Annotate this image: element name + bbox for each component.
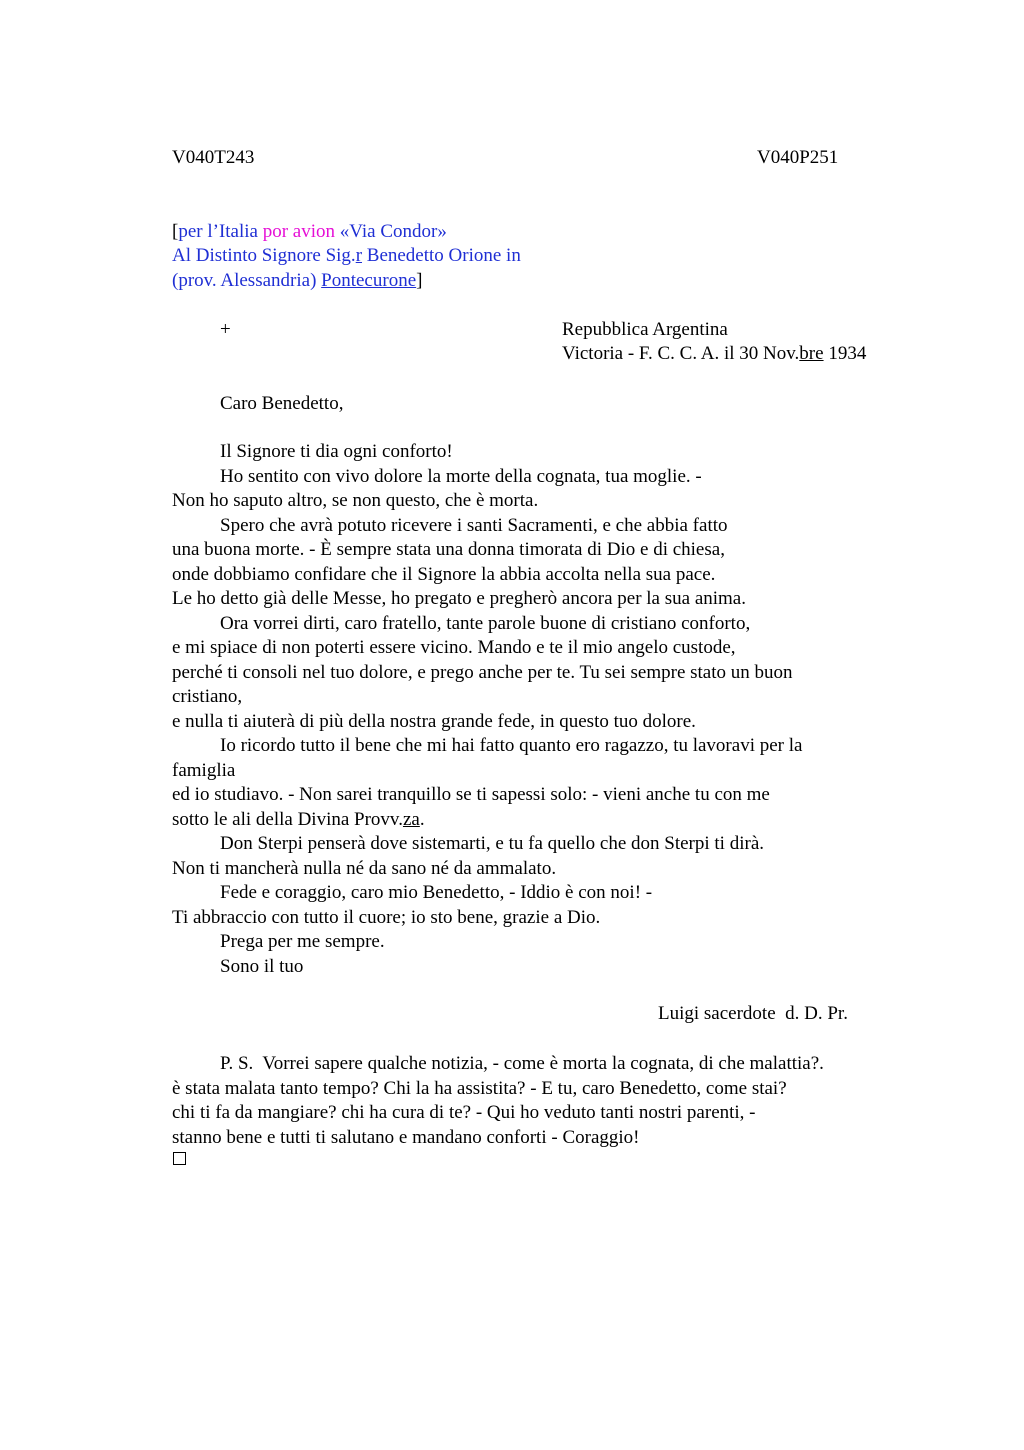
body-line: Ho sentito con vivo dolore la morte della cognata, tua moglie. - — [220, 465, 702, 487]
address-open-bracket: [ — [172, 221, 179, 242]
body-line: Non ho saputo altro, se non questo, che è morta. — [172, 490, 539, 511]
body-line: perché ti consoli nel tuo dolore, e prego anche per te. Tu sei sempre stato un buon — [172, 661, 793, 683]
dateline-place-date — [562, 342, 866, 366]
body-line — [172, 808, 872, 833]
body-line: Ti abbraccio con tutto il cuore; io sto bene, grazie a Dio. — [172, 906, 601, 928]
address-line-2 — [172, 244, 521, 268]
address-destination: per l’Italia — [178, 221, 263, 242]
empty-square-icon — [173, 1152, 186, 1165]
dateline-year: 1934 — [823, 343, 867, 364]
dateline-country: Repubblica Argentina — [562, 319, 728, 340]
address-carrier: «Via Condor» — [335, 221, 447, 242]
address-close-bracket: ] — [416, 270, 423, 291]
body-line: Don Sterpi penserà dove sistemarti, e tu fa quello che don Sterpi ti dirà. — [220, 833, 764, 854]
postscript-line: P. S. Vorrei sapere qualche notizia, - come è morta la cognata, di che malattia?. — [220, 1053, 824, 1074]
body-line: ed io studiavo. - Non sarei tranquillo se ti sapessi solo: - vieni anche tu con me — [172, 784, 770, 805]
letter-body — [172, 440, 872, 979]
body-line: onde dobbiamo confidare che il Signore la abbia accolta nella sua pace. — [172, 563, 716, 585]
salutation: Caro Benedetto, — [220, 393, 344, 414]
address-addressee-name: Benedetto Orione in — [362, 245, 521, 266]
dateline-place: Victoria - F. C. C. A. il 30 Nov. — [562, 343, 800, 364]
postscript-line: chi ti fa da mangiare? chi ha cura di te? - Qui ho veduto tanti nostri parenti, - — [172, 1102, 756, 1123]
postscript-line: stanno bene e tutti ti salutano e mandano conforti - Coraggio! — [172, 1126, 640, 1148]
body-line: Non ti mancherà nulla né da sano né da ammalato. — [172, 857, 557, 879]
address-airmail: por avion — [262, 221, 336, 242]
body-line: Prega per me sempre. — [220, 931, 385, 952]
body-line: Sono il tuo — [220, 955, 304, 977]
postscript-line: è stata malata tanto tempo? Chi la ha assistita? - E tu, caro Benedetto, come stai? — [172, 1077, 787, 1099]
body-line: e mi spiace di non poterti essere vicino. Mando e te il mio angelo custode, — [172, 637, 736, 658]
body-line: e nulla ti aiuterà di più della nostra grande fede, in questo tuo dolore. — [172, 710, 696, 732]
body-line: Il Signore ti dia ogni conforto! — [220, 441, 453, 462]
body-line: Ora vorrei dirti, caro fratello, tante parole buone di cristiano conforto, — [220, 612, 751, 634]
document-code-left: V040T243 — [172, 147, 255, 168]
body-line: Spero che avrà potuto ricevere i santi Sacramenti, e che abbia fatto — [220, 514, 728, 536]
body-line: Fede e coraggio, caro mio Benedetto, - Iddio è con noi! - — [220, 882, 653, 903]
body-line: Le ho detto già delle Messe, ho pregato e pregherò ancora per la sua anima. — [172, 588, 746, 609]
address-addressee-abbrev: r — [355, 245, 363, 266]
postscript — [172, 1052, 872, 1150]
body-line-abbrev: za — [402, 808, 420, 830]
body-line-text: sotto le ali della Divina Provv. — [172, 808, 403, 830]
body-line-period: . — [419, 808, 425, 830]
body-line: famiglia — [172, 759, 236, 781]
address-town: Pontecurone — [321, 270, 417, 291]
signature: Luigi sacerdote d. D. Pr. — [658, 1003, 848, 1024]
address-line-3 — [172, 269, 422, 293]
cross-mark: + — [220, 319, 231, 340]
address-province: (prov. Alessandria) — [172, 270, 322, 291]
dateline-month-abbrev: bre — [799, 343, 824, 364]
body-line: Io ricordo tutto il bene che mi hai fatto quanto ero ragazzo, tu lavoravi per la — [220, 735, 803, 756]
body-line: cristiano, — [172, 686, 243, 707]
document-code-right: V040P251 — [757, 147, 839, 168]
address-addressee-prefix: Al Distinto Signore Sig. — [172, 245, 356, 266]
address-line-1 — [172, 220, 447, 244]
body-line: una buona morte. - È sempre stata una donna timorata di Dio e di chiesa, — [172, 539, 725, 560]
